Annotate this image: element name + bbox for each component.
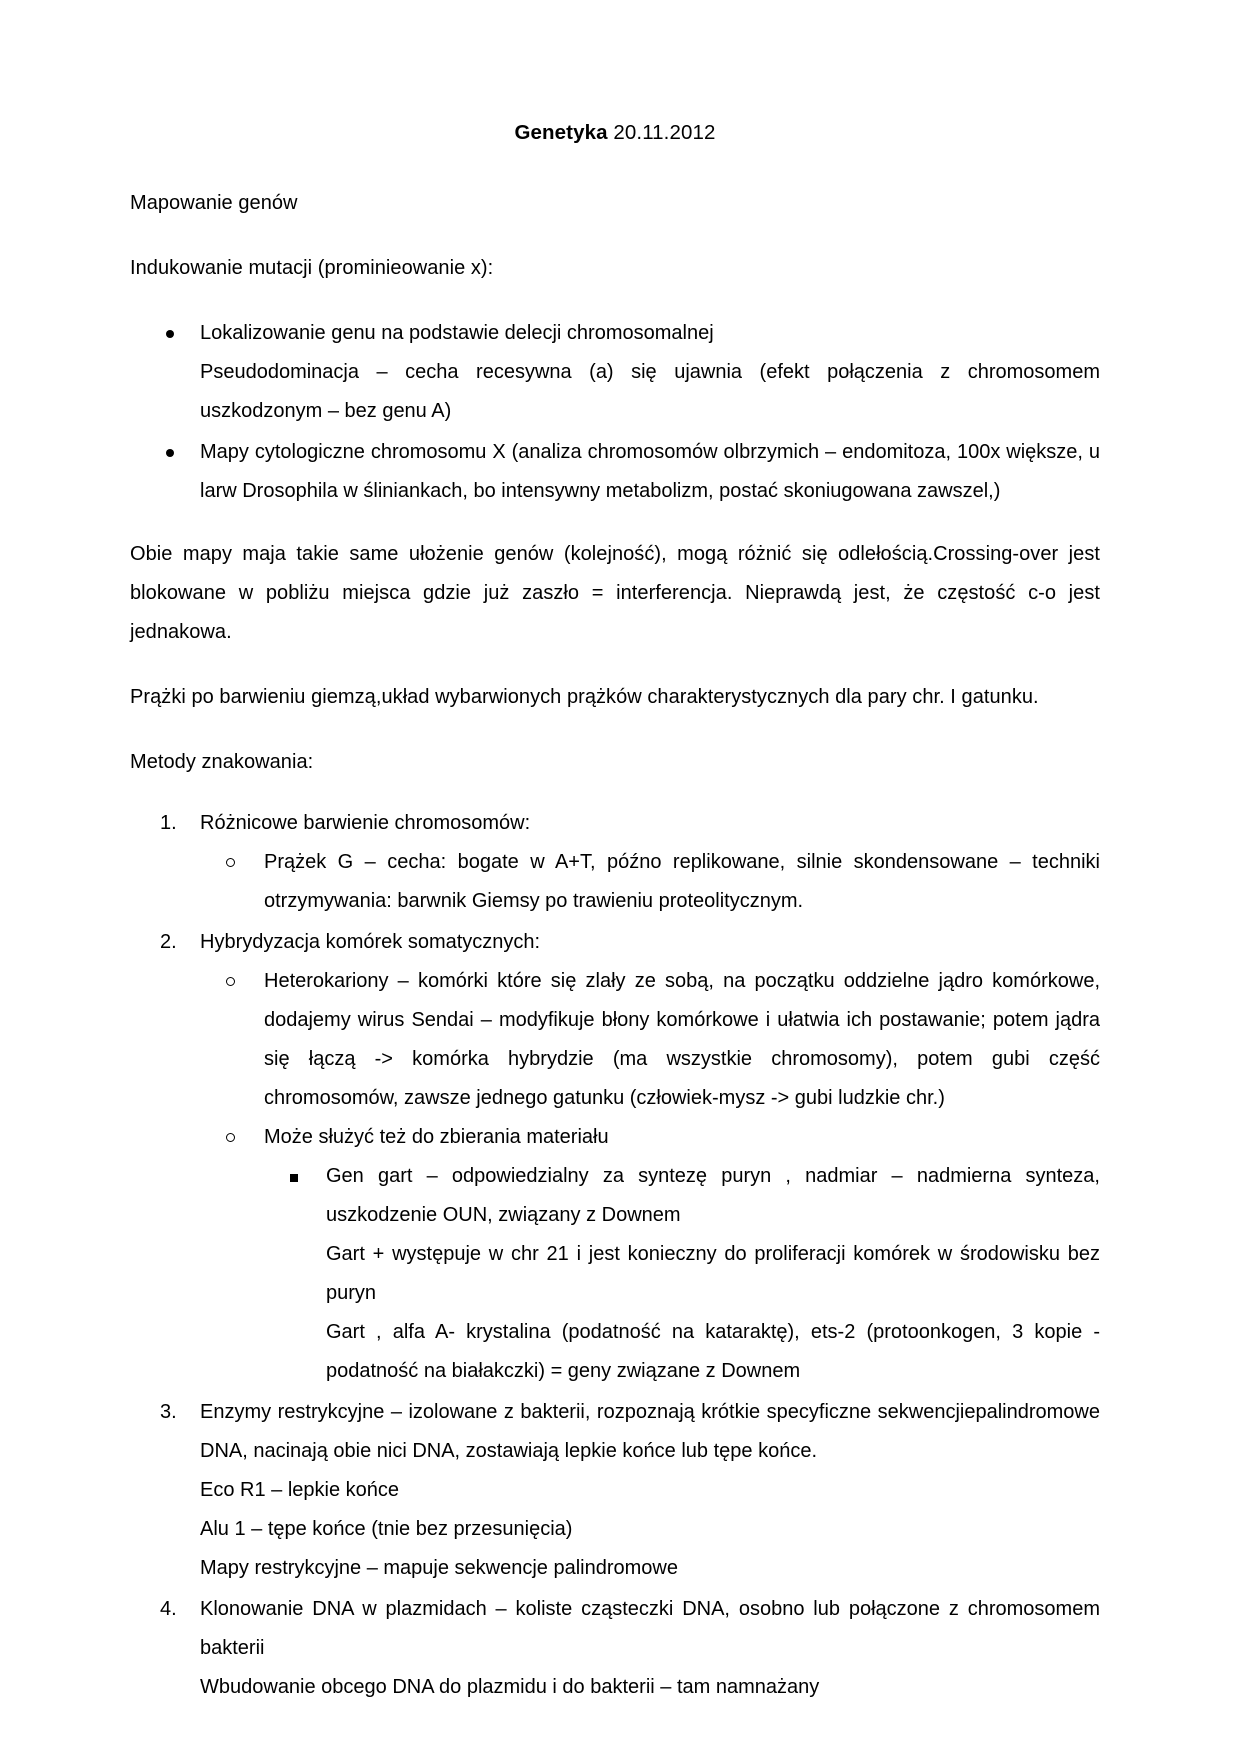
sub-item-heterokariony-text: Heterokariony – komórki które się zlały ze sobą, na początku oddzielne jądro komórkowe, dodajemy wirus Sendai – modyfikuje błony komórkowe i ułatwia ich postawanie; potem jądra się łączą -> komórka hybrydzie (ma wszystkie chromosomy), potem gubi część chromosomów, zawsze jednego gatunku (człowiek-mysz -> gubi ludzkie chr.) <box>264 969 1100 1109</box>
sub-item-heterokariony <box>200 962 1100 1118</box>
sub-item-zbieranie-materialu <box>200 1118 1100 1391</box>
numbered-item-3-extra-1: Eco R1 – lepkie końce <box>200 1478 400 1501</box>
sub-item-zbieranie-materialu-text: Może służyć też do zbierania materiału <box>264 1125 609 1148</box>
page-title-bold: Genetyka <box>514 121 608 144</box>
bullet-line-pseudodominacja: Pseudodominacja – cecha recesywna (a) się ujawnia (efekt połączenia z chromosomem uszkodzonym – bez genu A) <box>200 360 1100 422</box>
numbered-item-4 <box>130 1590 1100 1707</box>
numbered-item-1 <box>130 804 1100 921</box>
numbered-item-4-text: Klonowanie DNA w plazmidach – koliste cząsteczki DNA, osobno lub połączone z chromosomem bakterii <box>200 1597 1100 1659</box>
heading-indukowanie-mutacji: Indukowanie mutacji (prominieowanie x): <box>130 256 494 279</box>
numbered-item-1-text: Różnicowe barwienie chromosomów: <box>200 811 531 834</box>
numbered-item-2-text: Hybrydyzacja komórek somatycznych: <box>200 930 541 953</box>
numbered-item-3-extra-2: Alu 1 – tępe końce (tnie bez przesunięcia) <box>200 1517 573 1540</box>
numbered-item-4-extra-1: Wbudowanie obcego DNA do plazmidu i do bakterii – tam namnażany <box>200 1675 820 1698</box>
square-bullet-icon <box>290 1174 298 1182</box>
numbered-item-3 <box>130 1393 1100 1588</box>
numbered-item-2 <box>130 923 1100 1391</box>
bullet-item-lokalizowanie <box>130 314 1100 431</box>
numbered-list-metody <box>130 804 1100 1707</box>
list-number-4: 4. <box>160 1597 177 1620</box>
heading-mapowanie-genow: Mapowanie genów <box>130 191 298 214</box>
sublist-o-2 <box>200 962 1100 1391</box>
gart-line-1: Gen gart – odpowiedzialny za syntezę puryn , nadmiar – nadmierna synteza, uszkodzenie OUN, związany z Downem <box>326 1164 1100 1226</box>
bullet-item-mapy-cytologiczne <box>130 433 1100 511</box>
numbered-item-3-text: Enzymy restrykcyjne – izolowane z bakterii, rozpoznają krótkie specyficzne sekwencjiepalindromowe DNA, nacinają obie nici DNA, zostawiają lepkie końce lub tępe końce. <box>200 1400 1100 1462</box>
list-number-2: 2. <box>160 930 177 953</box>
gart-line-3: Gart , alfa A- krystalina (podatność na kataraktę), ets-2 (protoonkogen, 3 kopie - podatność na białakczki) = geny związane z Downem <box>326 1320 1100 1382</box>
list-number-3: 3. <box>160 1400 177 1423</box>
paragraph-prazki-giemza: Prążki po barwieniu giemzą,układ wybarwionych prążków charakterystycznych dla pary chr. I gatunku. <box>130 685 1039 708</box>
heading-metody-znakowania: Metody znakowania: <box>130 750 314 773</box>
sublist-square-gart <box>264 1157 1100 1391</box>
hollow-circle-bullet-icon <box>226 1133 235 1142</box>
paragraph-crossing-over: Obie mapy maja takie same ułożenie genów (kolejność), mogą różnić się odlełością.Crossing-over jest blokowane w pobliżu miejsca gdzie już zaszło = interferencja. Nieprawdą jest, że częstość c-o jest jednakowa. <box>130 542 1100 643</box>
numbered-item-3-extra-3: Mapy restrykcyjne – mapuje sekwencje palindromowe <box>200 1556 678 1579</box>
page-title <box>130 118 1100 148</box>
sub-item-gen-gart <box>264 1157 1100 1391</box>
gart-line-2: Gart + występuje w chr 21 i jest konieczny do proliferacji komórek w środowisku bez puryn <box>326 1242 1100 1304</box>
bullet-line-mapy-cytologiczne: Mapy cytologiczne chromosomu X (analiza chromosomów olbrzymich – endomitoza, 100x większe, u larw Drosophila w śliniankach, bo intensywny metabolizm, postać skoniugowana zawszel,) <box>200 440 1100 502</box>
sublist-o-1 <box>200 843 1100 921</box>
sub-item-prazek-g <box>200 843 1100 921</box>
hollow-circle-bullet-icon <box>226 858 235 867</box>
page-title-date: 20.11.2012 <box>607 121 716 144</box>
hollow-circle-bullet-icon <box>226 977 235 986</box>
bullet-dot-icon <box>166 330 174 338</box>
list-number-1: 1. <box>160 811 177 834</box>
bullet-dot-icon <box>166 449 174 457</box>
bullet-line-lokalizowanie: Lokalizowanie genu na podstawie delecji chromosomalnej <box>200 321 714 344</box>
sub-item-prazek-g-text: Prążek G – cecha: bogate w A+T, późno replikowane, silnie skondensowane – techniki otrzymywania: barwnik Giemsy po trawieniu proteolitycznym. <box>264 850 1100 912</box>
bullet-list-indukowanie <box>130 314 1100 511</box>
